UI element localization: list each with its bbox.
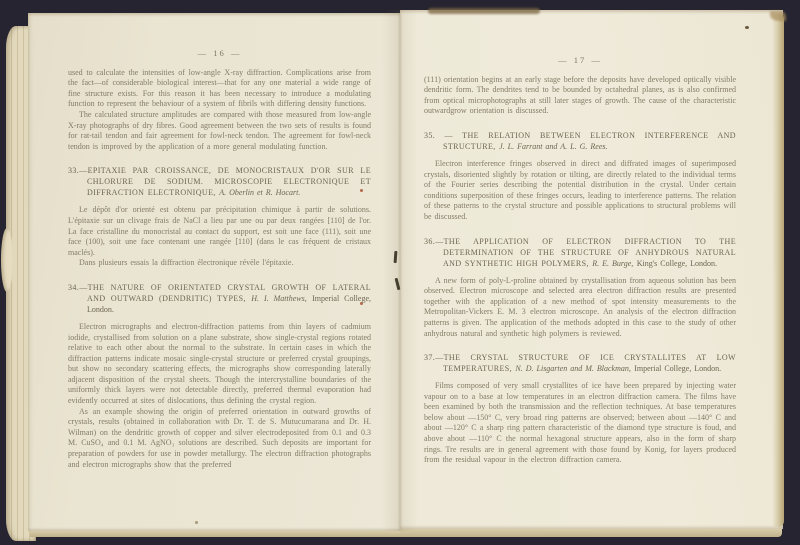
abstract-entry-36 bbox=[424, 236, 736, 340]
abstract-entry-37 bbox=[424, 352, 736, 466]
paragraph: Le dépôt d'or orienté est obtenu par précipitation chimique à partir de solutions. L'épitaxie sur un clivage frais de NaCl a lieu par une ou par deux rangées [110] de l'or. La face cristalline du monocristal au contact du support, est soit une face (111), soit une face (100), soit une face contenant une rangée [110] (dans le cas fréquent de cristaux maclés). bbox=[68, 205, 371, 257]
entry-number: 37.— bbox=[424, 353, 444, 363]
entry-affiliation: Imperial College, London. bbox=[87, 293, 372, 314]
entry-authors: J. L. Farrant and A. L. G. Rees. bbox=[499, 141, 608, 151]
paper-speck bbox=[195, 521, 198, 524]
top-edge-stain bbox=[428, 8, 540, 14]
entry-number: 36.— bbox=[424, 236, 444, 246]
entry-number: 35. — bbox=[424, 130, 463, 140]
paragraph: A new form of poly-L-proline obtained by crystallisation from aqueous solution has been observed. Electron microscope and selected area electron diffraction results are presented together with the application of a new method of spot intensity measurements to the Metropolitan-Vickers E. M. 3 electron microscope. An analysis of the electron diffraction patterns is given. The application of the methods adopted in this case to the study of other anhydrous natural and synthetic high polymers is reviewed. bbox=[424, 275, 736, 338]
abstract-entry-33 bbox=[68, 165, 371, 269]
bottom-page-edges-left bbox=[30, 531, 400, 537]
entry-authors: N. D. Lisgarten and M. Blackman, bbox=[515, 364, 631, 374]
abstract-entry-35 bbox=[424, 130, 736, 223]
entry-authors: H. I. Matthews, bbox=[251, 293, 307, 303]
entry-title: EPITAXIE PAR CROISSANCE, DE MONOCRISTAUX D'OR SUR LE CHLORURE DE SODIUM. MICROSCOPIE ELECTRONIQUE ET DIFFRACTION ELECTRONIQUE, bbox=[87, 166, 371, 198]
page-16-text bbox=[68, 48, 371, 470]
corner-stain bbox=[770, 11, 786, 21]
entry-authors: A. Oberlin et R. Hocart. bbox=[219, 188, 301, 198]
entry-heading bbox=[424, 352, 736, 374]
paper-speck bbox=[745, 26, 749, 29]
paragraph: used to calculate the intensities of low-angle X-ray diffraction. Complications arise from the fact—of considerable biological interest—that for any one material a wide range of fine structure exists. For this reason it has been necessary to introduce a modulating function to represent the behaviour of a system of fibrils with differing density functions. bbox=[68, 67, 371, 109]
entry-heading bbox=[68, 165, 371, 198]
paragraph: Electron micrographs and electron-diffraction patterns from thin layers of cadmium iodide, crystallised from solution on a plane substrate, show single-crystal regions rotated relative to each other about the normal to the substrate. In certain cases in which the diffraction patterns indicate mosaic single-crystal structure or preferred crystal groupings, but show no secondary scattering effects, the micrographs show corresponding laterally adjacent disposition of the crystal sheets. Though the intercrystalline boundaries of the uniformly thick layers were not detectable directly, preferred thermal evaporation had evidently occurred at sites of dislocations, thus defining the crystal region. bbox=[68, 321, 371, 406]
page-17-text bbox=[424, 55, 736, 466]
entry-number: 33.— bbox=[68, 166, 88, 176]
page-number-17: — 17 — bbox=[558, 55, 602, 65]
paragraph: As an example showing the origin of preferred orientation in outward growths of crystals, results (obtained in collaboration with Dr. T. de S. Mutucumarana and Dr. H. Wilman) on the dendritic growth of copper and silver electrodeposited from 0.1 and 0.3 M. CuSO₄ and 0.1 M. AgNO₃ solutions are described. Such deposits are important for preparation of powders for use in powder metallurgy. The electron diffraction photographs and electron micrographs show that the preferred bbox=[68, 406, 371, 469]
entry-title: THE RELATION BETWEEN ELECTRON INTERFERENCE AND STRUCTURE, bbox=[443, 130, 736, 151]
entry-title: THE APPLICATION OF ELECTRON DIFFRACTION TO THE DETERMINATION OF THE STRUCTURE OF ANHYDROUS NATURAL AND SYNTHETIC HIGH POLYMERS, bbox=[443, 236, 736, 268]
entry-number: 34.— bbox=[68, 282, 88, 292]
entry-heading bbox=[68, 282, 371, 315]
entry-title: THE CRYSTAL STRUCTURE OF ICE CRYSTALLITES AT LOW TEMPERATURES, bbox=[443, 353, 736, 374]
entry-authors: R. E. Burge, bbox=[592, 258, 634, 268]
paragraph: Films composed of very small crystallites of ice have been prepared by injecting water vapour on to a base at low temperatures in an electron diffraction camera. The films have been examined by both the transmission and the reflection techniques. At base temperatures below about —150° C, very broad ring patterns are observed; between about —140° C and about —120° C a sharp ring pattern characteristic of the diamond type structure is foud, and above about —110° C the normal hexagonal structure appears, also in the form of sharp rings. Tre results are in general agreement with those found by Konig, for layers produced from the residual vapour in the electron diffraction camera. bbox=[424, 381, 736, 465]
bottom-page-edges-right bbox=[400, 529, 782, 537]
entry-title: THE NATURE OF ORIENTATED CRYSTAL GROWTH OF LATERAL AND OUTWARD (DENDRITIC) TYPES, bbox=[87, 282, 371, 303]
paragraph: The calculated structure amplitudes are compared with those measured from low-angle X-ray photographs of dry fibres. Good agreement between the two sets of results is found for rat-tail tendon and fair agreement for fowl-neck tendon. The agreement for fowl-neck tendon is improved by the application of a more general modulating function. bbox=[68, 109, 371, 151]
entry-heading bbox=[424, 130, 736, 152]
left-page-edge-bump bbox=[1, 228, 13, 292]
entry-heading bbox=[424, 236, 736, 269]
entry-affiliation: Imperial College, London. bbox=[634, 364, 722, 374]
paragraph: (111) orientation begins at an early stage before the deposits have developed optically visible dendritic form. The dendrites tend to be bounded by octahedral planes, as is also confirmed from optical microphotographs at still later stages of growth. The cause of the characteristic outwardgrow orientation is discussed. bbox=[424, 74, 736, 116]
paragraph: Dans plusieurs essais la diffraction électronique révèle l'épitaxie. bbox=[79, 258, 294, 268]
paragraph: Electron interference fringes observed in direct and diffrated images of superimposed crystals, disoriented slightly by rotation or tilting, are directly related to the individual terms of the Fourier series describing the potential distribution in the crystal. Under certain conditions superposition of these fringes occurs, leading to interference patterns. The relation of these patterns to the crystal structure and possible applications to structural problems will be discussed. bbox=[424, 158, 736, 221]
page-number-16: — 16 — bbox=[197, 48, 242, 58]
right-fore-edge bbox=[772, 14, 784, 527]
abstract-entry-34 bbox=[68, 282, 371, 470]
entry-affiliation: King's College, London. bbox=[636, 258, 718, 268]
book-gutter-shadow bbox=[382, 10, 418, 531]
